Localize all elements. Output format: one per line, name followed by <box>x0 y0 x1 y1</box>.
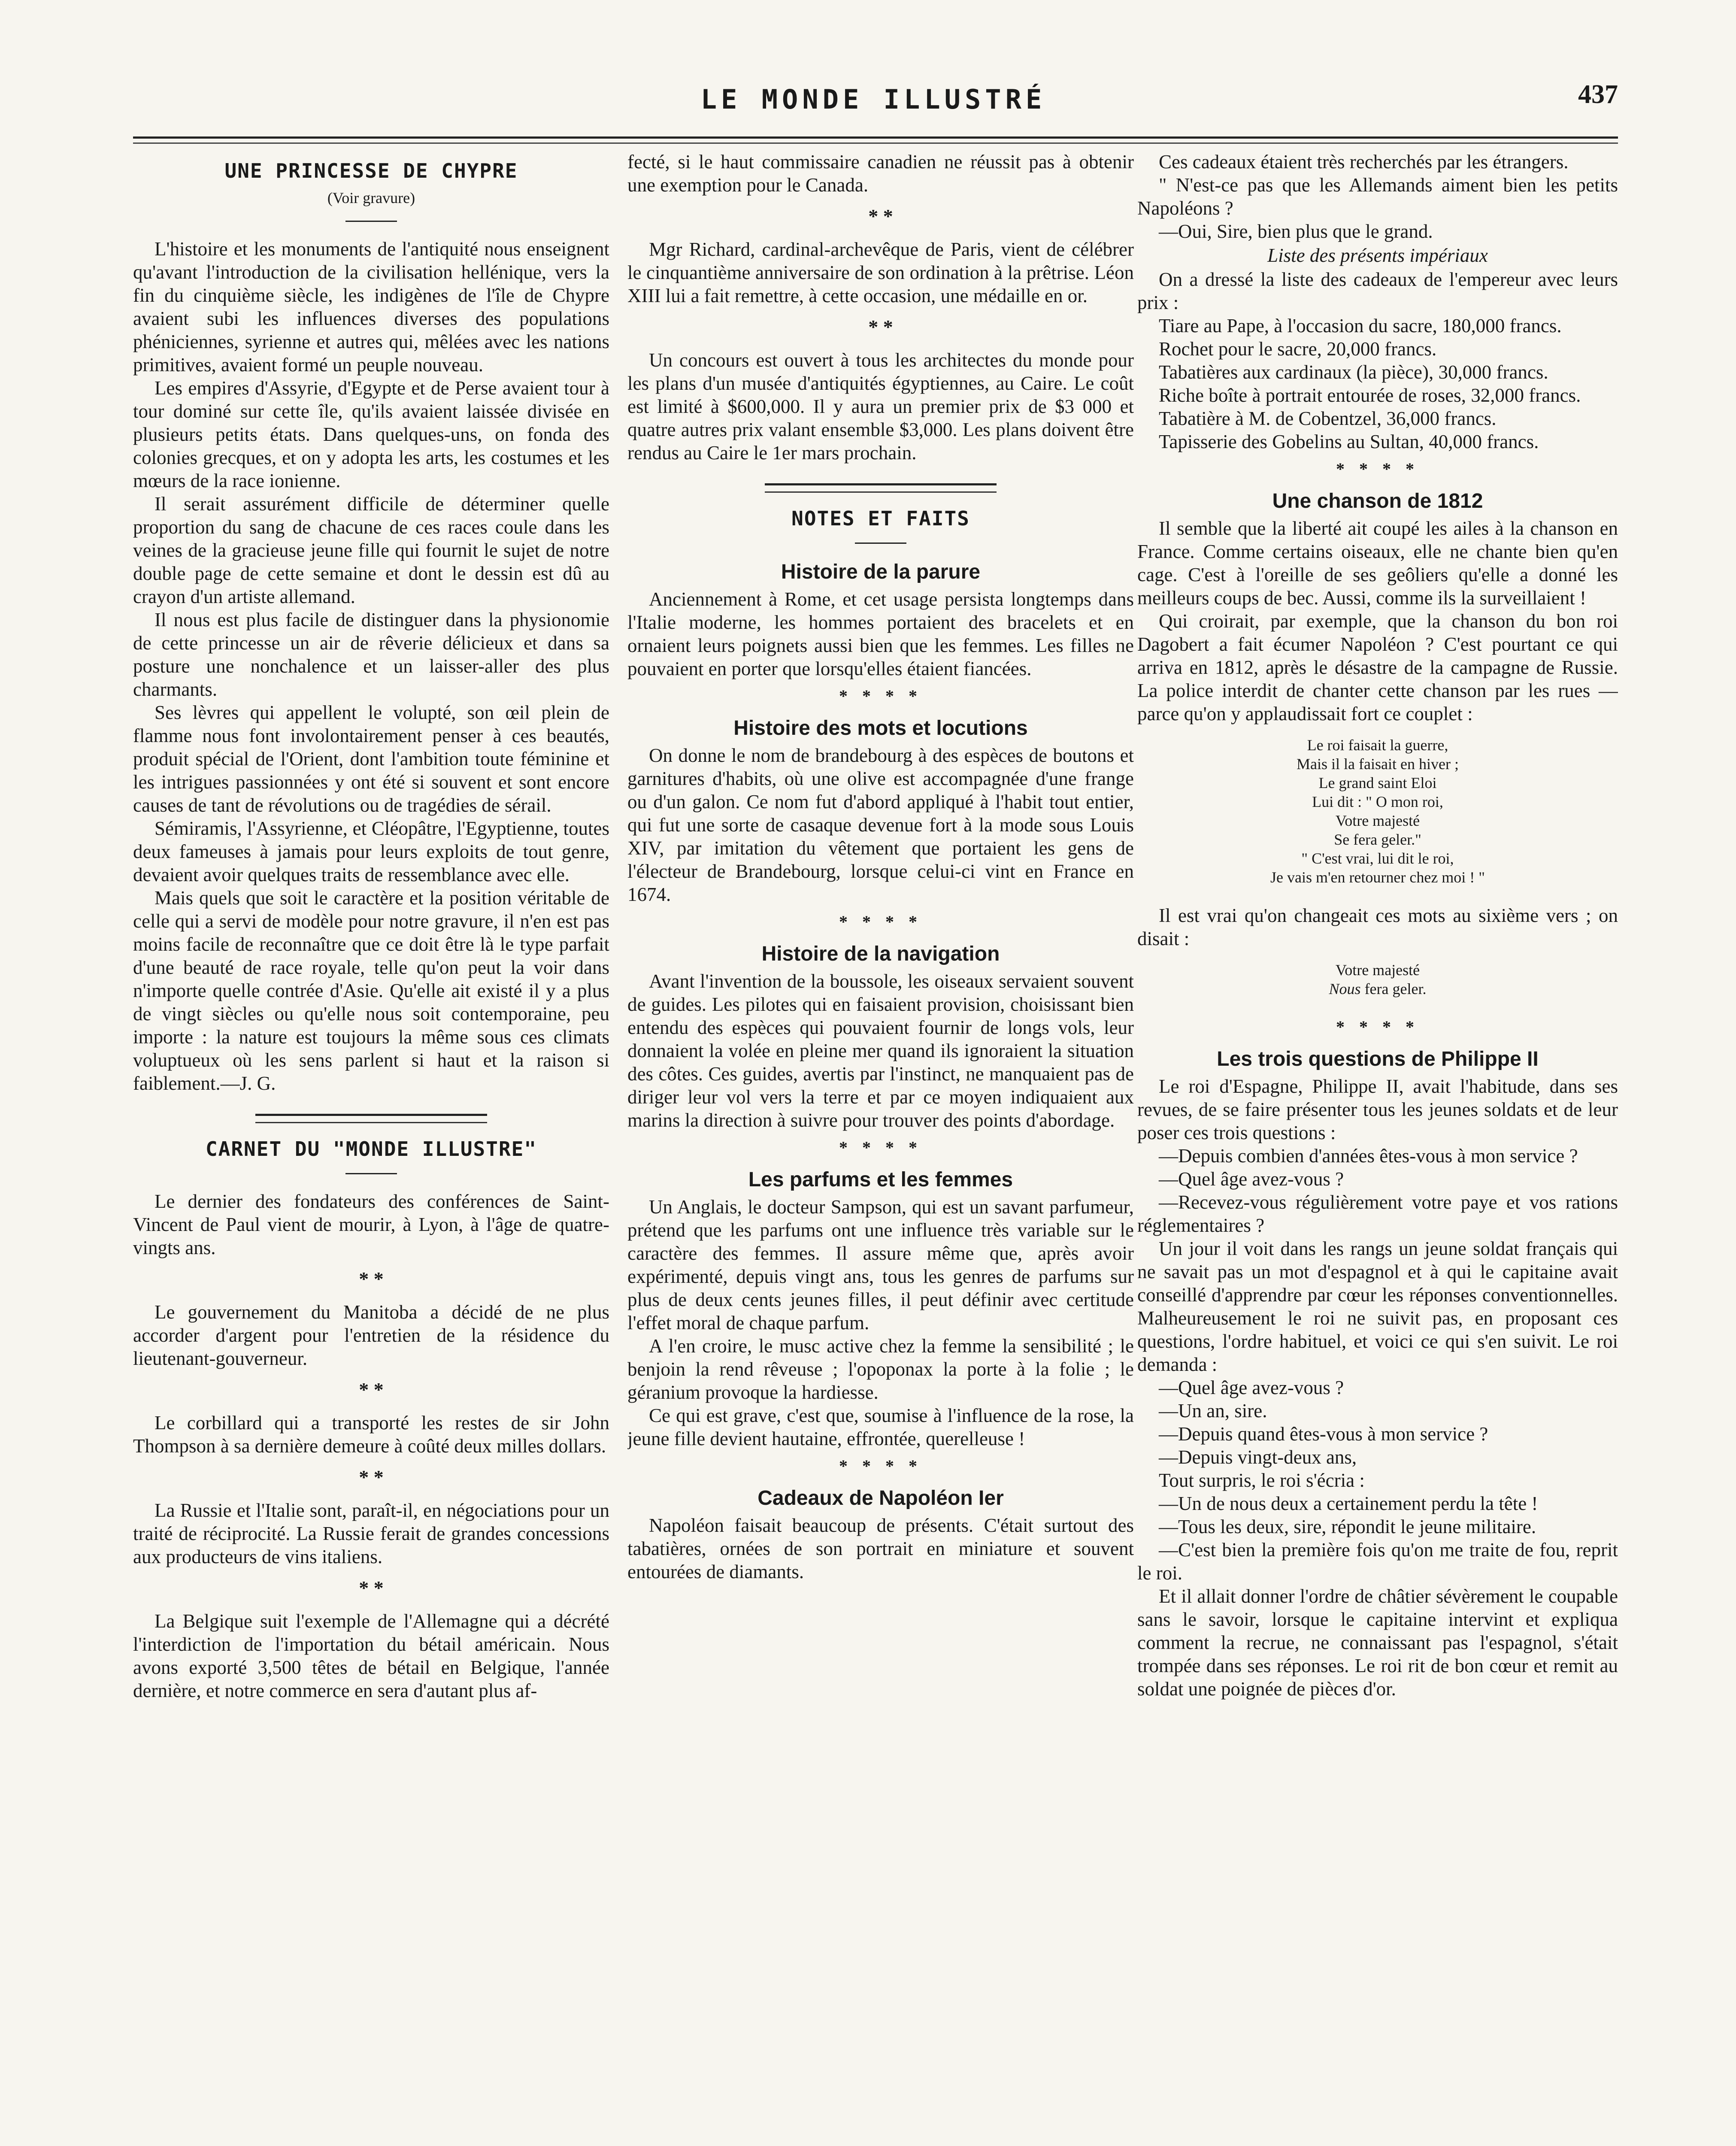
asterism: * * <box>359 1577 384 1599</box>
paragraph: Il semble que la liberté ait coupé les ailes à la chanson en France. Comme certains oiseaux, elle ne chante bien qu'en cage. C'est à l'oreille de ses geôliers qu'elle a donné les meilleurs coups de bec. Aussi, comme ils la surveillaient ! <box>1137 518 1618 609</box>
paragraph: Il est vrai qu'on changeait ces mots au sixième vers ; on disait : <box>1137 905 1618 949</box>
section-divider <box>255 1114 487 1123</box>
paragraph: Un jour il voit dans les rangs un jeune soldat français qui ne savait pas un mot d'espagnol et à qui le capitaine avait conseillé d'apprendre par cœur les réponses conventionnelles. Malheureusement le roi ne suivit pas, en proposant ces questions, l'ordre habituel, et voici ce qui s'en suivit. Le roi demanda : <box>1137 1238 1618 1375</box>
paragraph: —Recevez-vous régulièrement votre paye et vos rations réglementaires ? <box>1137 1191 1618 1236</box>
divider <box>855 543 906 544</box>
page-number: 437 <box>1578 80 1618 109</box>
paragraph: On donne le nom de brandebourg à des espèces de boutons et garnitures d'habits, où une olive est accompagnée d'une frange ou d'un galon. Ce nom fut d'abord appliqué à l'habit tout entier, qui fut une sorte de casaque devenue fort à la mode sous Louis XIV, par imitation du vêtement que portaient les gens de l'électeur de Brandebourg, lorsque celui-ci vint en France en 1674. <box>627 745 1134 905</box>
verse-line: " C'est vrai, lui dit le roi, <box>1301 850 1454 867</box>
page-header <box>129 75 1618 135</box>
paragraph: Un Anglais, le docteur Sampson, qui est un savant parfumeur, prétend que les parfums ont une influence très variable sur le caractère des femmes. Il assure même que, après avoir expérimenté, depuis vingt ans, tous les genres de parfums sur plus de deux cents jeunes filles, il peut définir avec certitude l'effet moral de chaque parfum. <box>627 1196 1134 1334</box>
header-rule <box>133 136 1618 139</box>
list-item: On a dressé la liste des cadeaux de l'empereur avec leurs prix : <box>1137 269 1618 313</box>
list-item: Tabatière à M. de Cobentzel, 36,000 francs. <box>1159 408 1497 429</box>
article-title-carnet: CARNET DU "MONDE ILLUSTRE" <box>205 1137 537 1161</box>
column-3 <box>1137 150 1618 2146</box>
paragraph: Tout surpris, le roi s'écria : <box>1159 1470 1365 1491</box>
paragraph: Il nous est plus facile de distinguer dans la physionomie de cette princesse un air de rêverie délicieux et dans sa posture une nonchalence et un laisser-aller des plus charmants. <box>133 609 609 700</box>
paragraph: Qui croirait, par exemple, que la chanson du bon roi Dagobert a fait écumer Napoléon ? C'est pourtant ce qui arriva en 1812, après le désastre de la campagne de Russie. La police interdit de chanter cette chanson par les rues —parce qu'on y applaudissait fort ce couplet : <box>1137 610 1618 724</box>
subhead-mots: Histoire des mots et locutions <box>733 717 1028 740</box>
paragraph: Ces cadeaux étaient très recherchés par les étrangers. <box>1159 151 1569 173</box>
subhead-navigation: Histoire de la navigation <box>761 943 1000 965</box>
news-item: Le gouvernement du Manitoba a décidé de ne plus accorder d'argent pour l'entretien de la résidence du lieutenant-gouverneur. <box>133 1301 609 1369</box>
verse <box>1137 736 1618 887</box>
asterism: * * <box>359 1268 384 1290</box>
subhead-cadeaux: Cadeaux de Napoléon Ier <box>757 1487 1004 1509</box>
verse-line: Mais il la faisait en hiver ; <box>1297 755 1459 773</box>
paragraph: Napoléon faisait beaucoup de présents. C'était surtout des tabatières, ornées de son portrait en miniature et souvent entourées de diamants. <box>627 1515 1134 1582</box>
section-title-notes: NOTES ET FAITS <box>791 507 970 530</box>
paragraph: —Oui, Sire, bien plus que le grand. <box>1159 221 1433 242</box>
verse-line: Votre majesté <box>1335 961 1420 979</box>
news-item: Mgr Richard, cardinal-archevêque de Paris, vient de célébrer le cinquantième anniversaire de son ordination à la prêtrise. Léon XIII lui a fait remettre, à cette occasion, une médaille en or. <box>627 239 1134 306</box>
stars-divider: * * * * <box>839 686 922 706</box>
paragraph: —Un an, sire. <box>1159 1400 1267 1422</box>
paragraph: Ses lèvres qui appellent le volupté, son œil plein de flamme nous font involontairement penser à ces beautés, produit spécial de l'Orient, dont l'ambition toute féminine et les intrigues passionnées y ont été si souvent et sont encore causes de tant de révolutions ou de tragédies de sérail. <box>133 702 609 816</box>
paragraph: —Depuis combien d'années êtes-vous à mon service ? <box>1159 1145 1578 1167</box>
paragraph: —Depuis vingt-deux ans, <box>1159 1446 1357 1468</box>
news-item: La Belgique suit l'exemple de l'Allemagne qui a décrété l'interdiction de l'importation du bétail américain. Nous avons exporté 3,500 têtes de bétail en Belgique, l'année dernière, et notre commerce en sera d'autant plus af- <box>133 1610 609 1701</box>
article-title-princesse: UNE PRINCESSE DE CHYPRE <box>224 159 518 182</box>
paragraph: Avant l'invention de la boussole, les oiseaux servaient souvent de guides. Les pilotes qui en faisaient provision, choisissant bien entendu des espèces qui pouvaient fournir de longs vols, leur donnaient la volée en pleine mer quand ils ignoraient la situation des côtes. Ces guides, avertis par l'instinct, ne manquaient pas de diriger leur vol vers la terre et par ce moyen indiquaient aux marins la direction à suivre pour trouver des points d'abordage. <box>627 970 1134 1131</box>
subhead-chanson: Une chanson de 1812 <box>1272 490 1483 512</box>
verse-line: Le roi faisait la guerre, <box>1307 737 1448 754</box>
stars-divider: * * * * <box>1336 1017 1419 1037</box>
asterism: * * <box>359 1379 384 1400</box>
article-subtitle: (Voir gravure) <box>327 189 415 206</box>
paragraph: —Tous les deux, sire, répondit le jeune militaire. <box>1159 1516 1536 1537</box>
list-item: Tapisserie des Gobelins au Sultan, 40,000 francs. <box>1159 431 1539 452</box>
paragraph: —Quel âge avez-vous ? <box>1159 1168 1344 1190</box>
verse-line <box>1137 979 1618 998</box>
subhead-parfums: Les parfums et les femmes <box>748 1168 1013 1191</box>
verse-rest: fera geler. <box>1360 980 1427 997</box>
asterism: * * <box>359 1466 384 1488</box>
list-item: Tiare au Pape, à l'occasion du sacre, 180,000 francs. <box>1159 315 1562 336</box>
paragraph: Il serait assurément difficile de déterminer quelle proportion du sang de chacune de ces races coule dans les veines de la gracieuse jeune fille qui fournit le sujet de notre double page de cette semaine et dont le dessin est dû au crayon d'un artiste allemand. <box>133 493 609 607</box>
verse-line: Je vais m'en retourner chez moi ! " <box>1270 869 1485 886</box>
asterism: * * <box>868 205 893 227</box>
list-item: Rochet pour le sacre, 20,000 francs. <box>1159 338 1437 360</box>
paragraph: Ce qui est grave, c'est que, soumise à l'influence de la rose, la jeune fille devient hautaine, effrontée, querelleuse ! <box>627 1405 1134 1449</box>
paragraph: —Depuis quand êtes-vous à mon service ? <box>1159 1423 1488 1445</box>
stars-divider: * * * * <box>1336 459 1419 479</box>
asterism: * * <box>868 316 893 338</box>
paragraph: Mais quels que soit le caractère et la position véritable de celle qui a servi de modèle pour notre gravure, il n'en est pas moins facile de reconnaître que ce doit être là le type parfait d'une beauté de race royale, telle qu'on peut la voir dans n'importe quelle contrée d'Asie. Qu'elle ait existé il y a plus de vingt siècles ou qu'elle nous soit contemporaine, peu importe : la nature est toujours la même sous ces climats voluptueux où les sens parlent si haut et la raison si faiblement.—J. G. <box>133 887 609 1094</box>
subhead-philippe: Les trois questions de Philippe II <box>1217 1048 1539 1070</box>
stars-divider: * * * * <box>839 1138 922 1157</box>
verse-line: Le grand saint Eloi <box>1318 774 1437 791</box>
paragraph: —C'est bien la première fois qu'on me traite de fou, reprit le roi. <box>1137 1539 1618 1584</box>
paragraph: Sémiramis, l'Assyrienne, et Cléopâtre, l'Egyptienne, toutes deux fameuses à jamais pour leurs exploits de tout genre, devaient avoir quelques traits de ressemblance avec elle. <box>133 818 609 885</box>
verse-line: Lui dit : " O mon roi, <box>1312 793 1443 810</box>
column-2 <box>627 150 1134 2146</box>
header-rule-thin <box>133 142 1618 144</box>
paragraph: Le roi d'Espagne, Philippe II, avait l'habitude, dans ses revues, de se faire présenter tous les jeunes soldats et de leur poser ces trois questions : <box>1137 1076 1618 1143</box>
divider <box>345 221 397 222</box>
news-item: Le corbillard qui a transporté les restes de sir John Thompson à sa dernière demeure à coûté deux milles dollars. <box>133 1412 609 1457</box>
masthead: LE MONDE ILLUSTRÉ <box>700 84 1046 115</box>
paragraph: Anciennement à Rome, et cet usage persista longtemps dans l'Italie moderne, les hommes portaient des bracelets et en ornaient leurs poignets aussi bien que les femmes. Les filles ne pouvaient en porter que lorsqu'elles étaient fiancées. <box>627 588 1134 679</box>
subhead-liste: Liste des présents impériaux <box>1267 245 1488 266</box>
continuation: fecté, si le haut commissaire canadien ne réussit pas à obtenir une exemption pour le Canada. <box>627 151 1134 196</box>
news-item: Le dernier des fondateurs des conférences de Saint-Vincent de Paul vient de mourir, à Lyon, à l'âge de quatre-vingts ans. <box>133 1191 609 1258</box>
list-item: Riche boîte à portrait entourée de roses, 32,000 francs. <box>1159 385 1581 406</box>
list-item: Tabatières aux cardinaux (la pièce), 30,000 francs. <box>1159 361 1548 383</box>
paragraph: —Quel âge avez-vous ? <box>1159 1377 1344 1398</box>
paragraph: —Un de nous deux a certainement perdu la tête ! <box>1159 1493 1538 1514</box>
paragraph: Les empires d'Assyrie, d'Egypte et de Perse avaient tour à tour dominé sur cette île, qu'ils avaient laissée divisée en plusieurs petits états. Dans quelques-uns, on fonda des colonies grecques, et on y adopta les arts, les costumes et les mœurs de la race ionienne. <box>133 377 609 491</box>
verse-2 <box>1137 961 1618 998</box>
verse-line: Votre majesté <box>1335 812 1420 829</box>
news-item: Un concours est ouvert à tous les architectes du monde pour les plans d'un musée d'antiquités égyptiennes, au Caire. Le coût est limité à $600,000. Il y aura un premier prix de $3 000 et quatre autres prix valant ensemble $3,000. Les plans doivent être rendus au Caire le 1er mars prochain. <box>627 349 1134 464</box>
section-divider <box>765 483 997 493</box>
paragraph: L'histoire et les monuments de l'antiquité nous enseignent qu'avant l'introduction de la civilisation hellénique, vers la fin du cinquième siècle, les indigènes de l'île de Chypre avaient subi les influences diverses des populations phéniciennes, syrienne et autres qui, mêlées avec les nations primitives, avaient formé un peuple nouveau. <box>133 238 609 376</box>
verse-italic: Nous <box>1329 980 1361 997</box>
stars-divider: * * * * <box>839 912 922 931</box>
subhead-parure: Histoire de la parure <box>781 561 981 583</box>
stars-divider: * * * * <box>839 1456 922 1476</box>
paragraph: Et il allait donner l'ordre de châtier sévèrement le coupable sans le savoir, lorsque le capitaine intervint et expliqua comment la recrue, ne connaissant pas l'espagnol, s'était trompée dans ses réponses. Le roi rit de bon cœur et remit au soldat une poignée de pièces d'or. <box>1137 1585 1618 1700</box>
column-1 <box>133 150 609 2146</box>
verse-line: Se fera geler." <box>1334 831 1421 848</box>
news-item: La Russie et l'Italie sont, paraît-il, en négociations pour un traité de réciprocité. La Russie ferait de grandes concessions aux producteurs de vins italiens. <box>133 1500 609 1567</box>
paragraph: " N'est-ce pas que les Allemands aiment bien les petits Napoléons ? <box>1137 174 1618 219</box>
divider <box>345 1173 397 1174</box>
paragraph: A l'en croire, le musc active chez la femme la sensibilité ; le benjoin la rend rêveuse ; l'opoponax la porte à la folie ; le géranium provoque la hardiesse. <box>627 1335 1134 1403</box>
